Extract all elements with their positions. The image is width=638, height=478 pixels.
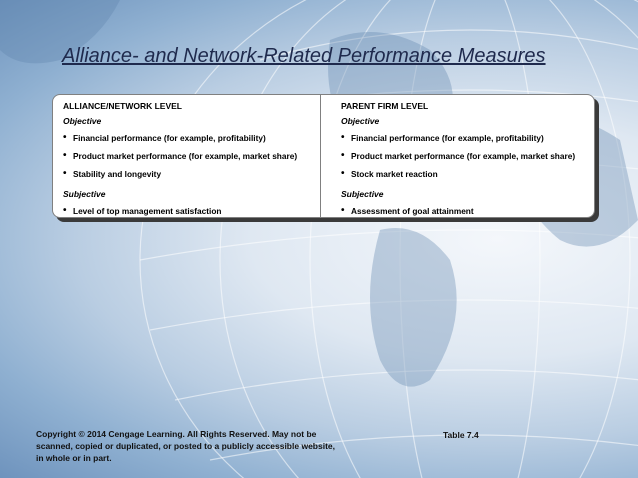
bullet-icon: • (341, 132, 345, 143)
slide-title: Alliance- and Network-Related Performance Measures (62, 45, 546, 67)
parent-firm-column (321, 95, 596, 217)
bullet-icon: • (63, 168, 67, 179)
performance-measures-table (52, 94, 595, 218)
list-item: • Financial performance (for example, profitability) (341, 129, 586, 147)
column-header: PARENT FIRM LEVEL (341, 101, 429, 111)
copyright-notice: Copyright © 2014 Cengage Learning. All Rights Reserved. May not be scanned, copied or duplicated, or posted to a publicly accessible website, in whole or in part. (36, 429, 335, 463)
bullet-icon: • (63, 205, 67, 216)
list-item: • Product market performance (for example, market share) (341, 147, 586, 165)
objective-label: Objective (341, 116, 380, 126)
list-item: • Stock market reaction (341, 165, 586, 183)
column-header: ALLIANCE/NETWORK LEVEL (63, 101, 182, 111)
list-item: • Assessment of goal attainment (341, 202, 586, 220)
list-item: • Stability and longevity (63, 165, 310, 183)
bullet-icon: • (63, 150, 67, 161)
alliance-network-column (53, 95, 321, 217)
subjective-label: Subjective (341, 189, 384, 199)
list-item: • Financial performance (for example, profitability) (63, 129, 310, 147)
objective-label: Objective (63, 116, 102, 126)
bullet-icon: • (341, 150, 345, 161)
bullet-icon: • (63, 132, 67, 143)
subjective-label: Subjective (63, 189, 106, 199)
list-item: • Level of top management satisfaction (63, 202, 310, 220)
bullet-icon: • (341, 205, 345, 216)
bullet-icon: • (341, 168, 345, 179)
list-item: • Product market performance (for example, market share) (63, 147, 310, 165)
table-reference: Table 7.4 (443, 430, 479, 440)
